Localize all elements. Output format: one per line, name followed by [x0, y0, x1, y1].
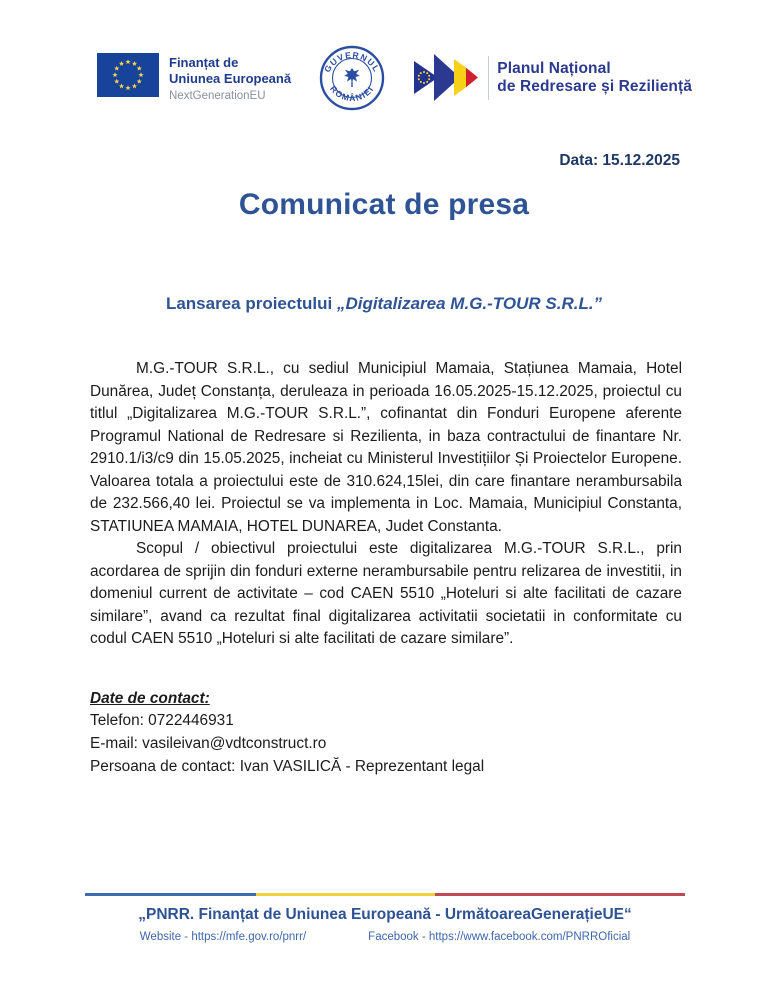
contact-person: Persoana de contact: Ivan VASILICĂ - Reprezentant legal	[90, 757, 485, 775]
pnrr-logo-line2: de Redresare și Reziliență	[497, 78, 692, 95]
footer-links	[85, 931, 685, 943]
pnrr-arrows-icon	[414, 52, 480, 104]
tricolor-red-segment	[435, 893, 685, 896]
project-subtitle	[0, 294, 768, 314]
contact-section	[90, 688, 682, 779]
contact-heading: Date de contact:	[90, 689, 210, 707]
eu-logo-line2: Uniunea Europeană	[169, 70, 292, 86]
contact-phone: Telefon: 0722446931	[90, 712, 234, 730]
body-text	[90, 358, 682, 779]
paragraph-project-details: M.G.-TOUR S.R.L., cu sediul Municipiul Mamaia, Stațiunea Mamaia, Hotel Dunărea, Județ Constanța, deruleaza in perioada 16.05.2025-15.12.2025, proiectul cu titlul „Digitalizarea M.G.-TOUR S.R.L.”, cofinantat din Fonduri Europene aferente Programul National de Redresare si Rezilienta, in baza contractului de finantare Nr. 2910.1/i3/c9 din 15.05.2025, incheiat cu Ministerul Investițiilor Și Proiectelor Europene. Valoarea totala a proiectului este de 310.624,15lei, din care finantare nerambursabila de 232.566,40 lei. Proiectul se va implementa in Loc. Mamaia, Municipiul Constanta, STATIUNEA MAMAIA, HOTEL DUNAREA, Judet Constanta.	[90, 360, 682, 535]
eu-logo-text	[169, 53, 291, 104]
tricolor-blue-segment	[85, 893, 256, 896]
eu-logo-line1: Finanțat de	[169, 54, 239, 70]
eu-logo-line3: NextGenerationEU	[169, 90, 266, 103]
subtitle-prefix: Lansarea proiectului	[165, 294, 337, 313]
website-link[interactable]: Website - https://mfe.gov.ro/pnrr/	[139, 931, 307, 943]
facebook-link[interactable]: Facebook - https://www.facebook.com/PNRROficial	[368, 931, 631, 943]
footer	[85, 893, 685, 943]
romanian-tricolor-divider	[85, 893, 685, 896]
pnrr-logo-text	[497, 60, 692, 97]
pnrr-logo	[414, 52, 692, 104]
logo-header	[96, 44, 692, 112]
subtitle-project-name: „Digitalizarea M.G.-TOUR S.R.L.”	[336, 294, 603, 313]
seal-bottom-text: ROMÂNIEI	[328, 83, 377, 104]
seal-top-text: GUVERNUL	[322, 49, 383, 75]
pnrr-separator	[488, 56, 490, 100]
eu-funding-logo	[96, 53, 291, 104]
pnrr-logo-line1: Planul Național	[497, 59, 611, 77]
paragraph-project-objective: Scopul / obiectivul proiectului este digitalizarea M.G.-TOUR S.R.L., prin acordarea de sprijin din fonduri externe nerambursabile pentru relizarea de investitii, in domeniul current de activitate – cod CAEN 5510 „Hoteluri si alte facilitati de cazare similare”, avand ca rezultat final digitalizarea activitatii societatii in conformitate cu codul CAEN 5510 „Hoteluri si alte facilitati de cazare similare”.	[90, 540, 682, 647]
page-title: Comunicat de presa	[238, 188, 530, 221]
eu-flag-icon	[96, 53, 160, 97]
footer-slogan: „PNRR. Finanțat de Uniunea Europeană - UrmătoareaGenerațieUE“	[138, 906, 632, 923]
tricolor-yellow-segment	[256, 893, 435, 896]
romanian-government-seal-icon	[319, 45, 385, 111]
contact-email: E-mail: vasileivan@vdtconstruct.ro	[90, 735, 327, 753]
document-date: Data: 15.12.2025	[559, 152, 680, 169]
